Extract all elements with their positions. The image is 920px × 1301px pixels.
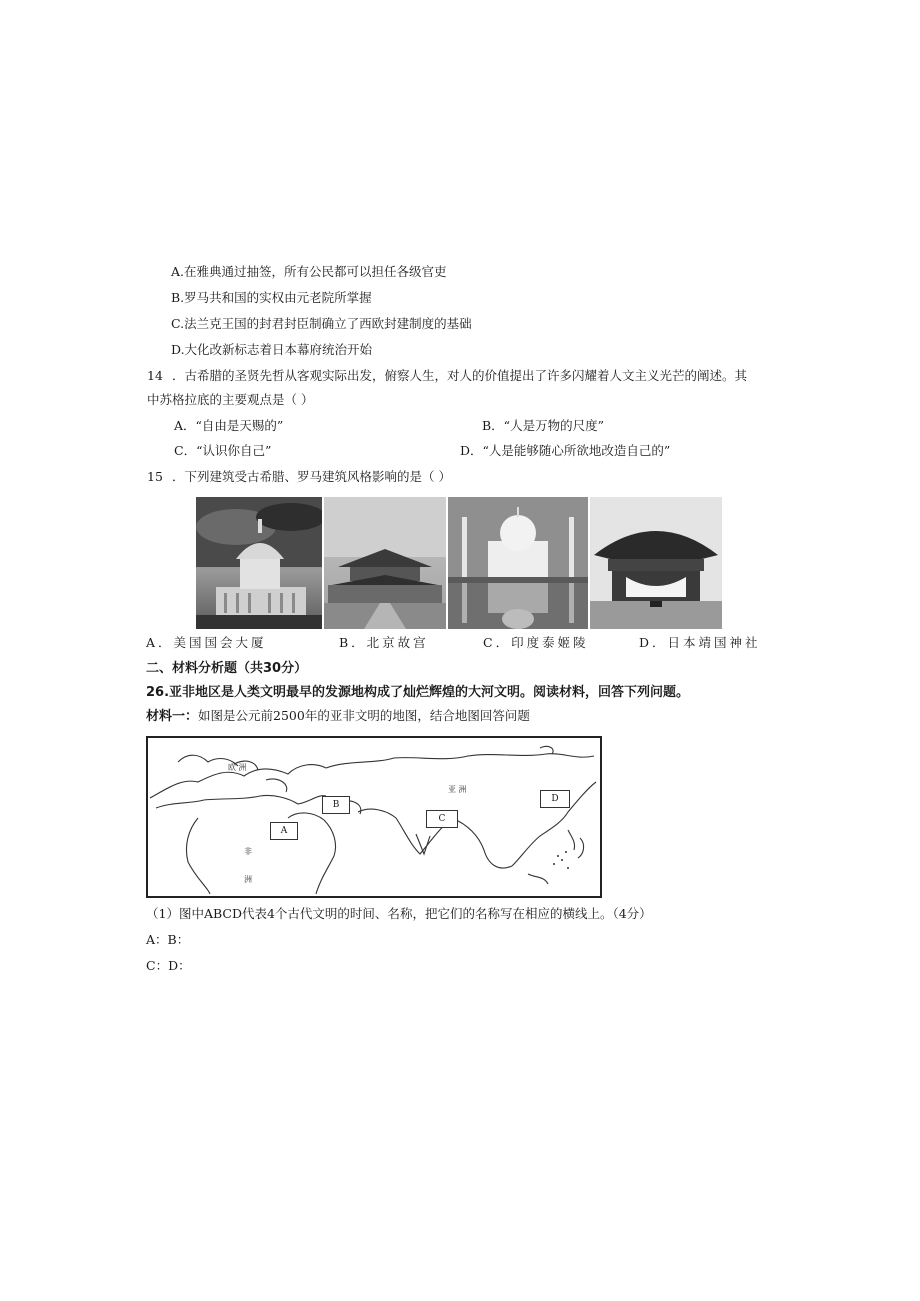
caption-d: D．日本靖国神社: [639, 635, 761, 650]
caption-a: A．美国国会大厦: [146, 635, 267, 650]
map-box-d: D: [540, 790, 570, 808]
q13-option-d: D.大化改新标志着日本幕府统治开始: [171, 342, 373, 357]
map-label-africa-2: 洲: [244, 875, 252, 884]
q26-stem: 26.亚非地区是人类文明最早的发源地构成了灿烂辉煌的大河文明。阅读材料，回答下列问题。: [146, 685, 690, 700]
map-box-b: B: [322, 796, 350, 814]
map-box-c: C: [426, 810, 458, 828]
q13-option-c: C.法兰克王国的封君封臣制确立了西欧封建制度的基础: [171, 316, 472, 331]
q14-option-d: D．“人是能够随心所欲地改造自己的”: [460, 443, 671, 458]
ancient-civilizations-map: [146, 736, 602, 898]
q14-stem-line2: 中苏格拉底的主要观点是（ ）: [147, 392, 314, 407]
q13-option-a: A.在雅典通过抽签，所有公民都可以担任各级官吏: [171, 264, 447, 279]
map-box-a: A: [270, 822, 298, 840]
material-text: 如图是公元前2500年的亚非文明的地图，结合地图回答问题: [198, 708, 530, 723]
yasukuni-shrine-photo: [590, 497, 722, 629]
sub-question-1: （1）图中ABCD代表4个古代文明的时间、名称，把它们的名称写在相应的横线上。（4分）: [146, 906, 652, 921]
section-heading: 二、材料分析题（共30分）: [146, 661, 308, 676]
q14-number: 14: [147, 368, 163, 383]
q14-stem-line1: ．古希腊的圣贤先哲从客观实际出发，俯察人生，对人的价值提出了许多闪耀着人文主义光芒的阐述。其: [172, 368, 748, 383]
answer-line-ab: A：B：: [146, 932, 190, 947]
taj-mahal-photo: [448, 497, 588, 629]
capitol-photo: [196, 497, 322, 629]
material-label: 材料一：: [146, 709, 199, 724]
material-one: [146, 708, 530, 725]
q15-stem: ．下列建筑受古希腊、罗马建筑风格影响的是（ ）: [172, 469, 451, 484]
caption-c: C．印度泰姬陵: [483, 635, 589, 650]
q14-option-a: A．“自由是天赐的”: [174, 418, 284, 433]
forbidden-city-photo: [324, 497, 446, 629]
q14-option-b: B．“人是万物的尺度”: [482, 418, 604, 433]
q15-number: 15: [147, 469, 163, 484]
caption-b: B．北京故宫: [339, 635, 429, 650]
map-label-europe: 欧 洲: [228, 763, 247, 772]
q14-option-c: C．“认识你自己”: [174, 443, 272, 458]
q13-option-b: B.罗马共和国的实权由元老院所掌握: [171, 290, 372, 305]
map-label-africa: 非: [244, 847, 252, 856]
map-label-asia: 亚 洲: [448, 785, 467, 794]
answer-line-cd: C：D：: [146, 958, 191, 973]
